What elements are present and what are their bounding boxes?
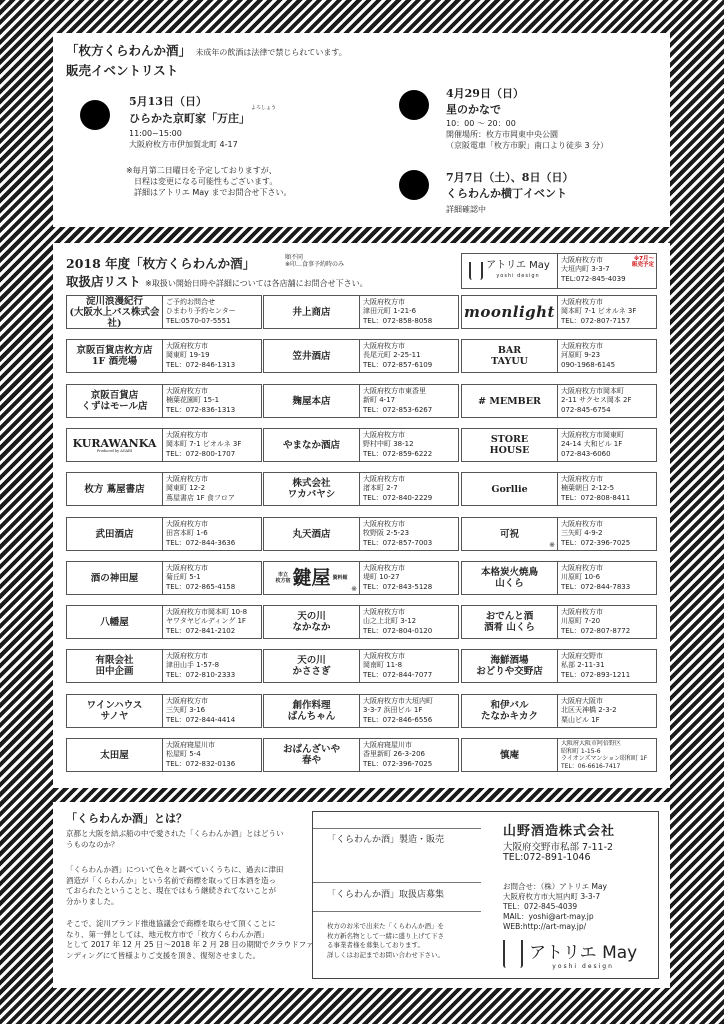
store-info: 大阪府枚方市 堤町 10-27 TEL：072-843-5128: [363, 564, 433, 591]
recruit-text: 枚方のお米で出来た「くらわんか酒」を 枚方新名物として一緒に盛り上げて下さ る事業者様を募集しております。 詳しくはお記までお問い合わせ下さい。: [327, 922, 444, 959]
store-card: [66, 738, 262, 772]
atelier-may-card: アトリエ May yoshi design 大阪府枚方市 大垣内町 3-3-7 TEL:072-845-4039 ※7月～ 販売予定: [461, 253, 657, 289]
store-info: 大阪府大阪市 北区天神橋 2-3-2 栗山ビル 1F: [561, 697, 617, 724]
store-card: [263, 605, 459, 639]
store-info: 大阪府枚方市 岡南町 11-8 TEL：072-844-7077: [363, 652, 433, 679]
store-name-text: ワインハウス サノヤ: [86, 700, 143, 722]
store-card: [461, 649, 657, 683]
store-name-text: moonlight: [463, 302, 555, 321]
store-info: 大阪府枚方市 川原町 7-20 TEL：072-807-8772: [561, 608, 631, 635]
store-name-text: STORE HOUSE: [489, 434, 530, 456]
store-name-text: 井上商店: [292, 306, 331, 318]
store-card: [66, 649, 262, 683]
store-name: [462, 695, 558, 727]
store-info: 大阪府枚方市 岡本町 7-1 ビオルネ 3F TEL：072-807-7157: [561, 298, 637, 325]
store-title2: 取扱店リスト ※取扱い開始日時や詳細については各店舗にお問合せ下さい。: [66, 274, 368, 289]
store-name-text: 笠井酒店: [292, 350, 331, 362]
store-card: [461, 428, 657, 462]
store-name-text: 麹屋本店: [292, 395, 331, 407]
store-info: ご予約お問合せ ひまわり予約センター TEL:0570-07-5551: [166, 298, 236, 325]
store-info: 大阪府枚方市岡本町 2-11 サクセス岡本 2F 072-845-6754: [561, 387, 632, 414]
event1-address: 大阪府枚方市伊加賀北町 4-17: [129, 140, 238, 149]
store-name: [67, 473, 163, 505]
store-name-text: 枚方 蔦屋書店: [84, 483, 145, 495]
store-card: [461, 517, 657, 551]
store-name-text: 酒の神田屋: [90, 572, 139, 584]
store-name: [67, 296, 163, 328]
store-card: [461, 339, 657, 373]
store-name: [264, 429, 360, 461]
event-heading: [66, 41, 347, 59]
store-card: [461, 738, 657, 772]
about-paragraph-2: 「くらわんか酒」について色々と調べていくうちに、過去に津田 酒造が「くらわんか」という名前で商標を取って日本酒を造っ ておられたということと、現在ではもう継続されてないことが 分かりました。: [66, 865, 284, 906]
store-info: 大阪府枚方市 山之上北町 3-12 TEL：072-804-0120: [363, 608, 433, 635]
store-card: [263, 649, 459, 683]
store-card: [263, 428, 459, 462]
store-info: 大阪府枚方市 田宮本町 1-6 TEL：072-844-3636: [166, 520, 236, 547]
store-name: [462, 606, 558, 638]
store-card: [263, 339, 459, 373]
store-name-text: 慎庵: [499, 749, 519, 761]
store-card: [66, 428, 262, 462]
kagiya-logo: 鍵屋: [292, 566, 331, 589]
store-card: [66, 295, 262, 329]
store-name-text: おでんと酒 酒肴 山くら: [484, 611, 535, 633]
store-name-text: 株式会社 ワカバヤシ: [287, 478, 336, 500]
reservation-mark: ※: [549, 541, 555, 549]
store-name-text: 太田屋: [100, 749, 129, 761]
store-name-sub: Produced by AGARI: [96, 448, 133, 453]
event2-place: 開催場所：枚方市岡東中央公園: [446, 130, 558, 139]
store-name: [67, 340, 163, 372]
store-info: 大阪府枚方市 津田山手 1-57-8 TEL：072-810-2333: [166, 652, 236, 679]
store-info: 大阪府枚方市 三矢町 3-16 TEL：072-844-4414: [166, 697, 236, 724]
event-title2: 販売イベントリスト: [66, 63, 179, 78]
store-name: [462, 739, 558, 771]
maker-box: [312, 811, 659, 979]
store-name: [264, 562, 360, 594]
store-info: 大阪府枚方市 楠葉花園町 15-1 TEL：072-836-1313: [166, 387, 236, 414]
about-title: 「くらわんか酒」とは？: [66, 812, 187, 825]
store-name: [462, 340, 558, 372]
museum-suffix: 資料館: [332, 574, 348, 581]
maker-tel: TEL:072-891-1046: [503, 852, 591, 863]
store-card: [66, 472, 262, 506]
event1-date: 5月13日（日）: [129, 95, 207, 108]
bullet-dot: [399, 90, 429, 120]
about-paragraph-3: そこで、淀川ブランド推進協議会で商標を取らせて頂くことに なり、第一弾としては、地元枚方市で「枚方くらわんか酒」 として 2017 年 12 月 25 日～2018 年 2 月 28 日の期間でクラウドファ ンディングにて皆様よりご支援を頂き、復刻させました。: [66, 919, 314, 960]
store-name: [264, 606, 360, 638]
reservation-mark: ※: [351, 585, 357, 593]
store-card: [66, 561, 262, 595]
store-name: [67, 429, 163, 461]
store-info: 大阪府枚方市 菊丘町 5-1 TEL：072-865-4158: [166, 564, 236, 591]
store-name-text: 京阪百貨店枚方店 1F 酒売場: [76, 345, 153, 367]
store-name: [67, 562, 163, 594]
bullet-dot: [80, 100, 110, 130]
store-name: [264, 650, 360, 682]
atelier-logo-icon: [469, 262, 483, 280]
contact-info: お問合せ：（株）アトリエ May 大阪府枚方市大垣内町 3-3-7 TEL：072-845-4039 MAIL：yoshi@art-may.jp WEB:http://art-may.jp/: [503, 882, 607, 931]
store-card: [66, 694, 262, 728]
store-name-text: 丸天酒店: [292, 528, 331, 540]
store-info: 大阪府枚方市 楠葉朝日 2-12-5 TEL：072-808-8411: [561, 475, 631, 502]
store-title: 2018 年度「枚方くらわんか酒」: [66, 256, 256, 271]
event2-name: 星のかなで: [446, 103, 501, 116]
store-info: 大阪府枚方市 岡東町 12-2 蔦屋書店 1F 食フロア: [166, 475, 235, 502]
store-card: [66, 339, 262, 373]
store-info: 大阪府枚方市 川原町 10-6 TEL：072-844-7833: [561, 564, 631, 591]
atelier-logo: アトリエ May yoshi design: [462, 254, 558, 288]
about-paragraph-1: 京都と大阪を結ぶ船の中で愛された「くらわんか酒」とはどうい うものなのか？: [66, 829, 284, 849]
store-name: [67, 739, 163, 771]
store-name: [462, 429, 558, 461]
store-name-text: 天の川 なかなか: [292, 611, 331, 633]
store-name-text: # MEMBER: [478, 395, 541, 407]
store-name-text: 海鮮酒場 おどりや交野店: [476, 655, 543, 677]
maker-name: 山野酒造株式会社: [503, 824, 616, 839]
store-info: 大阪府枚方市大垣内町 3-3-7 浜田ビル 1F TEL：072-846-6556: [363, 697, 433, 724]
store-card: [66, 384, 262, 418]
store-name: [67, 650, 163, 682]
store-card: [461, 605, 657, 639]
event1-ruby: よろしょう: [251, 105, 277, 111]
store-name: [67, 385, 163, 417]
store-card: [263, 694, 459, 728]
age-notice: 未成年の飲酒は法律で禁じられています。: [195, 48, 347, 57]
event-list-panel: [53, 33, 670, 227]
maker-label: 「くらわんか酒」製造・販売: [327, 835, 445, 845]
store-name-text: 本格炭火焼鳥 山くら: [480, 567, 538, 589]
event2-date: 4月29日（日）: [446, 87, 524, 100]
store-name-text: Gorllie: [491, 483, 528, 495]
store-card: [461, 472, 657, 506]
atelier-logo-footer: アトリエ May yoshi design: [503, 938, 637, 970]
store-card: [263, 561, 459, 595]
store-name: [462, 518, 558, 550]
store-card: [461, 694, 657, 728]
store-card: [461, 561, 657, 595]
store-info: 大阪府寝屋川市 松屋町 5-4 TEL：072-832-0136: [166, 741, 236, 768]
store-info: 大阪府枚方市 三矢町 4-9-2 TEL：072-396-7025: [561, 520, 631, 547]
store-name: [264, 739, 360, 771]
store-name-text: 和伊バル たなかキカク: [480, 700, 538, 722]
sales-badge: ※7月～ 販売予定: [631, 256, 654, 268]
store-card: [461, 384, 657, 418]
event3-date: 7月7日（土）、8日（日）: [446, 171, 574, 184]
store-card: [263, 384, 459, 418]
maker-address: 大阪府交野市私部 7-11-2: [503, 842, 614, 853]
store-name-text: 有限会社 田中企画: [95, 655, 134, 677]
about-panel: [53, 802, 670, 988]
museum-label: 市立 枚方宿: [275, 572, 291, 584]
store-name-text: 可祝: [499, 528, 519, 540]
store-name: [264, 518, 360, 550]
store-name: [67, 606, 163, 638]
store-name: [264, 385, 360, 417]
store-name: [264, 473, 360, 505]
event2-time: 10：00 ～ 20：00: [446, 119, 516, 128]
store-name-text: BAR TAYUU: [491, 345, 528, 367]
store-name: [67, 518, 163, 550]
store-info: 大阪府枚方市 津田元町 1-21-6 TEL：072-858-8058: [363, 298, 433, 325]
store-list-panel: [53, 243, 670, 788]
store-info: 大阪府交野市 私部 2-11-31 TEL：072-893-1211: [561, 652, 631, 679]
store-name-text: 八幡屋: [100, 616, 129, 628]
event2-access: （京阪電車「枚方市駅」南口より徒歩 3 分）: [446, 141, 609, 150]
store-name: [264, 695, 360, 727]
store-name-text: おばんざいや 春や: [282, 744, 340, 766]
store-name-text: 創作料理 ばんちゃん: [287, 700, 336, 722]
store-name: [67, 695, 163, 727]
store-name: [264, 296, 360, 328]
store-card: [66, 517, 262, 551]
store-name: [462, 385, 558, 417]
store-name: [264, 340, 360, 372]
event1-name: ひらかた京町家「万庄」: [129, 112, 250, 125]
store-card: [461, 295, 657, 329]
store-info: 大阪府枚方市 長尾元町 2-25-11 TEL：072-857-6109: [363, 342, 433, 369]
store-info: 大阪府枚方市東香里 新町 4-17 TEL：072-853-6267: [363, 387, 433, 414]
event3-detail: 詳細確認中: [446, 205, 486, 214]
store-info: 大阪府大阪市阿倍野区 昭和町 1-15-6 ライオンズマンション昭和町 1F TEL：06-6616-7417: [561, 740, 648, 770]
store-name: [462, 296, 558, 328]
store-info: 大阪府枚方市 岡本町 7-1 ビオルネ 3F TEL：072-800-1707: [166, 431, 242, 458]
store-info: 大阪府寝屋川市 香里新町 26-3-206 TEL：072-396-7025: [363, 741, 433, 768]
store-card: [263, 517, 459, 551]
store-name-text: 京阪百貨店 くずはモール店: [81, 390, 148, 412]
bullet-dot: [399, 170, 429, 200]
store-name-text: やまなか酒店: [282, 439, 340, 451]
event1-time: 11:00~15:00: [129, 129, 182, 138]
store-name-text: 武田酒店: [95, 528, 134, 540]
store-info: 大阪府枚方市 野村中町 38-12 TEL：072-859-6222: [363, 431, 433, 458]
event3-name: くらわんか横丁イベント: [446, 187, 567, 200]
store-card: [66, 605, 262, 639]
store-name: [462, 473, 558, 505]
store-card: [263, 738, 459, 772]
store-info: 大阪府枚方市岡本町 10-8 ヤワタヤビルディング 1F TEL：072-841-2102: [166, 608, 248, 635]
store-name: [462, 562, 558, 594]
store-info: 大阪府枚方市 渚本町 2-7 TEL：072-840-2229: [363, 475, 433, 502]
atelier-logo-icon: [503, 940, 523, 968]
event1-note: ※毎月第二日曜日を予定しておりますが、 日程は変更になる可能性もございます。 詳細はアトリエ May までお問合せ下さい。: [126, 166, 292, 197]
event-title: 「枚方くらわんか酒」: [66, 43, 192, 58]
store-card: [263, 472, 459, 506]
store-info: 大阪府枚方市 牧野阪 2-5-23 TEL：072-857-7003: [363, 520, 433, 547]
store-info: 大阪府枚方市 岡東町 19-19 TEL：072-846-1313: [166, 342, 236, 369]
store-subnote: ※取扱い開始日時や詳細については各店舗にお問合せ下さい。: [145, 279, 368, 288]
store-name: [462, 650, 558, 682]
store-info: 大阪府枚方市 河原町 9-23 090-1968-6145: [561, 342, 616, 369]
store-name-text: KURAWANKA: [72, 436, 157, 450]
store-card: [263, 295, 459, 329]
recruit-label: 「くらわんか酒」取扱店募集: [327, 890, 445, 900]
store-legend: 順不同 ※印…食事予約時のみ: [285, 254, 345, 268]
store-info: 大阪府枚方市岡東町 24-14 大和ビル 1F 072-843-6060: [561, 431, 624, 458]
store-name-text: 天の川 かささぎ: [292, 655, 331, 677]
store-name-text: 淀川浪漫紀行 (大阪水上バス株式会社): [69, 295, 160, 329]
